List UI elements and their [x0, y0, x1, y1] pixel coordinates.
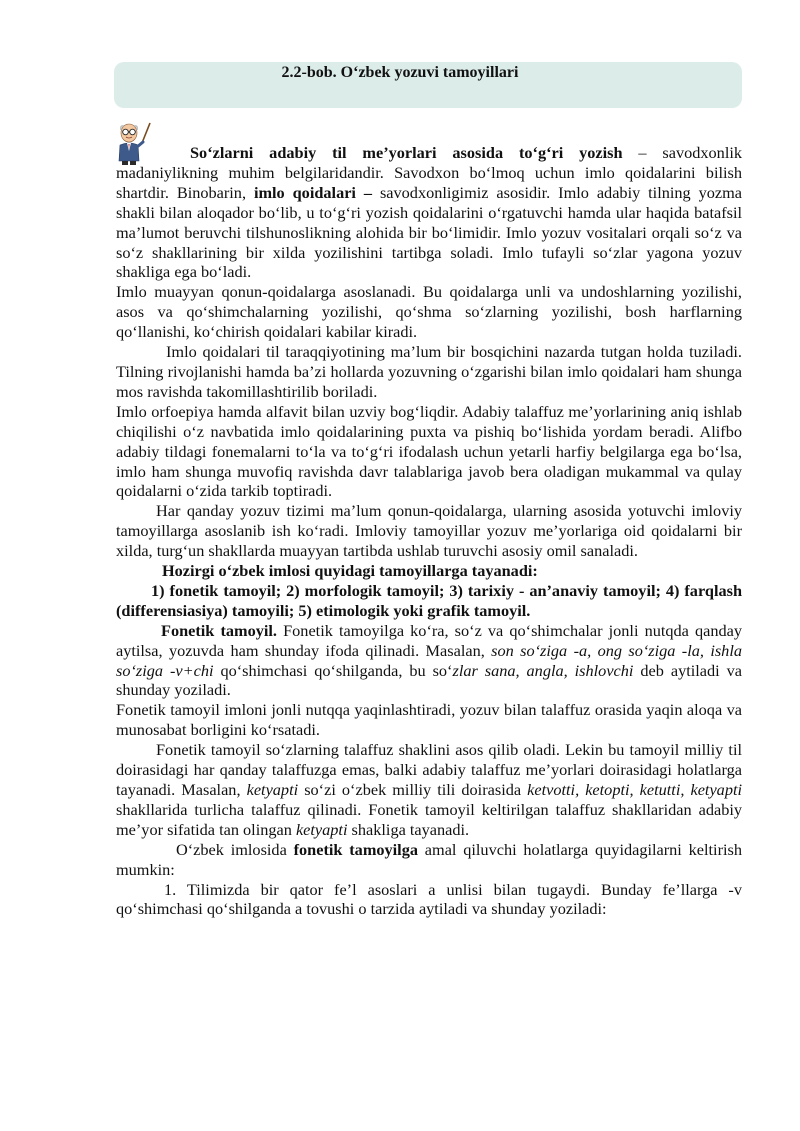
italic-example: zlar sana, angla, ishlovchi — [452, 660, 634, 680]
paragraph: Fonetik tamoyil so‘zlarning talaffuz shaklini asos qilib oladi. Lekin bu tamoyil milliy til doirasidagi har qanday talaffuzga emas, balki adabiy talaffuz me’yorlari doirasidagi holatlarga tayanadi. Masalan, ketyapti so‘zi o‘zbek milliy tili doirasida ketvotti, ketopti, ketutti, ketyapti shakllarida turlicha talaffuz qilinadi. Fonetik tamoyil keltirilgan talaffuz shakllaridan adabiy me’yor sifatida tan olingan ketyapti shakliga tayanadi. — [116, 740, 743, 839]
paragraph: Fonetik tamoyil imloni jonli nutqqa yaqinlashtiradi, yozuv bilan talaffuz orasida yaqin aloqa va munosabat borligini ko‘rsatadi. — [116, 700, 742, 740]
paragraph-intro: So‘zlarni adabiy til me’yorlari asosida to‘g‘ri yozish – savodxonlik madaniylikning muhim belgilaridandir. Savodxon bo‘lmoq uchun imlo qoidalarini bilish shartdir. Binobarin, imlo qoidalari – savodxonligimiz asosidir. Imlo adabiy tilning yozma shakli bilan aloqador bo‘lib, u to‘g‘ri yozish qoidalarini o‘rgatuvchi hamda ular haqida batafsil ma’lumot beruvchi tilshunoslikning alohida bir bo‘limidir. Imlo yozuv vositalari orqali so‘z va so‘z shakllarining bir xilda yozilishini tartibga soladi. Imlo tufayli so‘zlar yagona yozuv shakliga ega bo‘ladi. — [116, 143, 743, 282]
bold-term: Fonetik tamoyil. — [161, 620, 277, 640]
paragraph: 1. Tilimizda bir qator fe’l asoslari a unlisi bilan tugaydi. Bunday fe’llarga -v qo‘shimchasi qo‘shilganda a tovushi o tarzida aytiladi va shunday yoziladi: — [116, 879, 742, 919]
paragraph-phonetic: Fonetik tamoyil. Fonetik tamoyilga ko‘ra, so‘z va qo‘shimchalar jonli nutqda qanday aytilsa, yozuvda ham shunday ifoda qilinadi. Masalan, son so‘ziga -a, ong so‘ziga -la, ishla so‘ziga -v+chi qo‘shimchasi qo‘shilganda, bu so‘zlar sana, angla, ishlovchi deb aytiladi va shunday yoziladi. — [116, 620, 742, 700]
paragraph: Har qanday yozuv tizimi ma’lum qonun-qoidalarga, ularning asosida yotuvchi imloviy tamoyillarga asoslanib ish ko‘radi. Imloviy tamoyillar yozuv me’yorlariga oid qoidalarni bir xilda, turg‘un shakllarda muayyan tartibda ushlab turuvchi asosiy omil sanaladi. — [116, 501, 742, 561]
italic-example: ketyapti — [246, 780, 299, 799]
bold-term: imlo qoidalari – — [253, 182, 373, 202]
bold-term: So‘zlarni adabiy til me’yorlari asosida to‘g‘ri yozish — [190, 143, 623, 162]
paragraph: Imlo qoidalari til taraqqiyotining ma’lum bir bosqichini nazarda tutgan holda tuziladi. Tilning rivojlanishi hamda ba’zi hollarda yozuvning o‘zgarishi bilan imlo qoidalari ham shunga mos ravishda takomillashtirilib boriladi. — [116, 342, 742, 401]
page-title: 2.2-bob. O‘zbek yozuvi tamoyillari — [281, 64, 519, 81]
bold-term: fonetik tamoyilga — [293, 839, 418, 859]
bold-heading: Hozirgi o‘zbek imlosi quyidagi tamoyillarga tayanadi: — [162, 561, 538, 581]
italic-example: son so‘ziga -a, ong so‘ziga -la, ishla so‘ziga -v+chi — [116, 640, 742, 680]
paragraph: Imlo muayyan qonun-qoidalarga asoslanadi. Bu qoidalarga unli va undoshlarning yozilishi, asos va qo‘shimchalarning yozilishi, qo‘shma so‘zlarning yozilishi, bosh harflarning qo‘llanishi, ko‘chirish qoidalari kabilar kiradi. — [116, 282, 742, 342]
principles-list: 1) fonetik tamoyil; 2) morfologik tamoyil; 3) tarixiy - an’anaviy tamoyil; 4) farqlash (differensiasiya) tamoyili; 5) etimologik yoki grafik tamoyil. — [116, 580, 742, 620]
italic-example: ketvotti, ketopti, ketutti, ketyapti — [527, 780, 743, 799]
italic-example: ketyapti — [295, 819, 348, 839]
paragraph: Imlo orfoepiya hamda alfavit bilan uzviy bog‘liqdir. Adabiy talaffuz me’yorlarining aniq ishlab chiqilishi o‘z navbatida imlo qoidalarining puxta va pishiq bo‘lishida yordam beradi. Alifbo adabiy tildagi fonemalarni to‘la va to‘g‘ri ifodalash uchun yetarli harfiy belgilarga ega bo‘lsa, imlo ham shunga muvofiq ravishda davr talablariga javob bera oladigan mukammal va qulay qoidalarni o‘zida tarkib toptiradi. — [116, 401, 742, 501]
document-body — [116, 143, 742, 919]
paragraph: O‘zbek imlosida fonetik tamoyilga amal qiluvchi holatlarga quyidagilarni keltirish mumkin: — [116, 839, 742, 879]
